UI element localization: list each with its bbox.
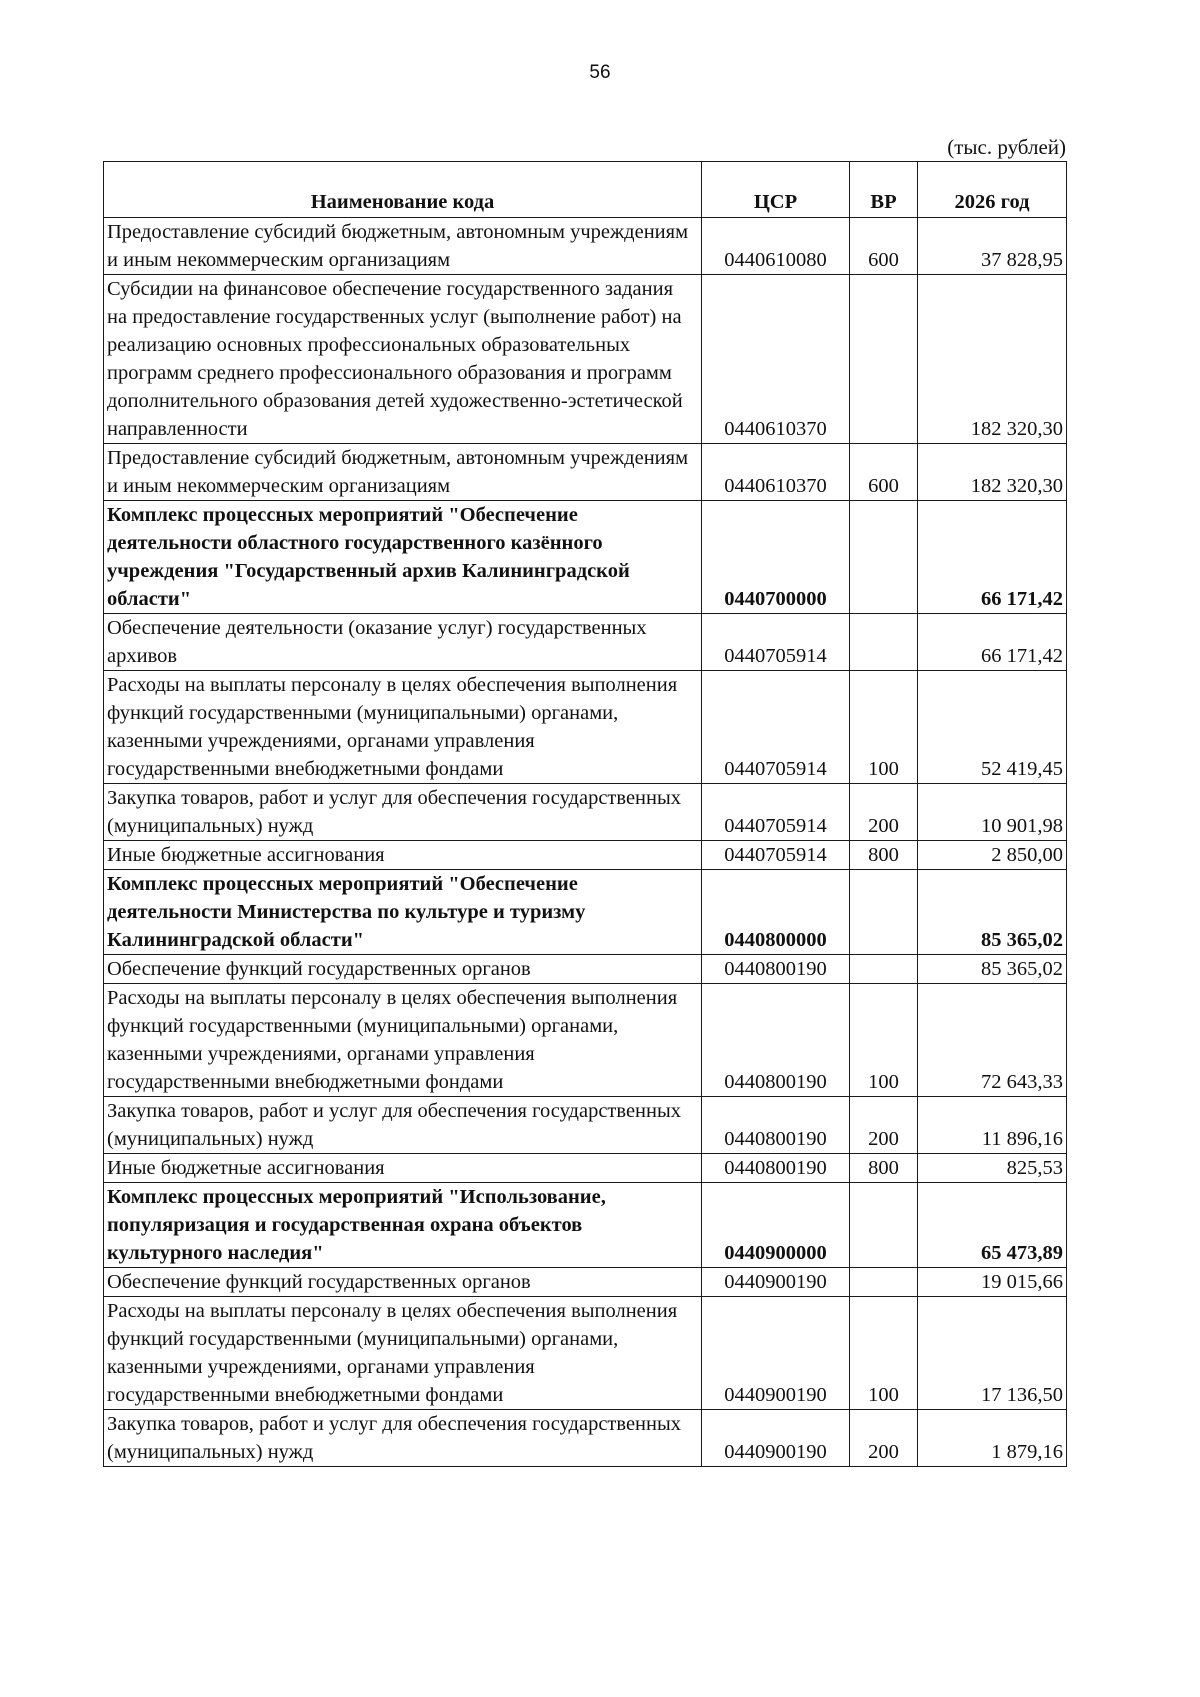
table-row <box>104 1097 1067 1154</box>
name-cell: Субсидии на финансовое обеспечение государственного задания на предоставление государственных услуг (выполнение работ) на реализацию основных профессиональных образовательных программ среднего профессионального образования и программ дополнительного образования детей художественно-эстетической направленности <box>104 275 702 444</box>
csr-cell: 0440900000 <box>702 1183 850 1268</box>
vr-cell: 600 <box>850 218 918 275</box>
sum-cell: 825,53 <box>918 1154 1067 1183</box>
name-cell: Закупка товаров, работ и услуг для обеспечения государственных (муниципальных) нужд <box>104 1097 702 1154</box>
table-row <box>104 784 1067 841</box>
csr-cell: 0440800190 <box>702 1097 850 1154</box>
name-cell: Закупка товаров, работ и услуг для обеспечения государственных (муниципальных) нужд <box>104 1410 702 1467</box>
sum-cell: 72 643,33 <box>918 984 1067 1097</box>
name-cell: Расходы на выплаты персоналу в целях обеспечения выполнения функций государственными (муниципальными) органами, казенными учреждениями, органами управления государственными внебюджетными фондами <box>104 984 702 1097</box>
sum-cell: 65 473,89 <box>918 1183 1067 1268</box>
table-row <box>104 1154 1067 1183</box>
csr-cell: 0440900190 <box>702 1410 850 1467</box>
header-csr: ЦСР <box>702 162 850 218</box>
csr-cell: 0440900190 <box>702 1297 850 1410</box>
sum-cell: 10 901,98 <box>918 784 1067 841</box>
sum-cell: 182 320,30 <box>918 444 1067 501</box>
vr-cell: 800 <box>850 1154 918 1183</box>
table-row <box>104 444 1067 501</box>
table-row <box>104 1268 1067 1297</box>
sum-cell: 2 850,00 <box>918 841 1067 870</box>
csr-cell: 0440800000 <box>702 870 850 955</box>
header-name: Наименование кода <box>104 162 702 218</box>
table-row <box>104 1410 1067 1467</box>
header-row <box>104 162 1067 218</box>
sum-cell: 66 171,42 <box>918 614 1067 671</box>
vr-cell: 100 <box>850 671 918 784</box>
table-row <box>104 955 1067 984</box>
vr-cell: 200 <box>850 1410 918 1467</box>
table-row <box>104 984 1067 1097</box>
header-year: 2026 год <box>918 162 1067 218</box>
csr-cell: 0440700000 <box>702 501 850 614</box>
sum-cell: 37 828,95 <box>918 218 1067 275</box>
vr-cell <box>850 501 918 614</box>
name-cell: Обеспечение деятельности (оказание услуг) государственных архивов <box>104 614 702 671</box>
vr-cell <box>850 870 918 955</box>
vr-cell: 200 <box>850 1097 918 1154</box>
vr-cell: 100 <box>850 984 918 1097</box>
name-cell: Комплекс процессных мероприятий "Обеспечение деятельности Министерства по культуре и туризму Калининградской области" <box>104 870 702 955</box>
sum-cell: 19 015,66 <box>918 1268 1067 1297</box>
vr-cell <box>850 614 918 671</box>
table-row <box>104 1183 1067 1268</box>
csr-cell: 0440610370 <box>702 444 850 501</box>
units-label: (тыс. рублей) <box>947 135 1066 159</box>
name-cell: Иные бюджетные ассигнования <box>104 841 702 870</box>
table-row <box>104 614 1067 671</box>
name-cell: Расходы на выплаты персоналу в целях обеспечения выполнения функций государственными (муниципальными) органами, казенными учреждениями, органами управления государственными внебюджетными фондами <box>104 671 702 784</box>
csr-cell: 0440800190 <box>702 984 850 1097</box>
sum-cell: 85 365,02 <box>918 870 1067 955</box>
csr-cell: 0440900190 <box>702 1268 850 1297</box>
table-header <box>104 162 1067 218</box>
sum-cell: 17 136,50 <box>918 1297 1067 1410</box>
table-row <box>104 275 1067 444</box>
page-number: 56 <box>589 62 611 83</box>
name-cell: Комплекс процессных мероприятий "Обеспечение деятельности областного государственного казённого учреждения "Государственный архив Калининградской области" <box>104 501 702 614</box>
budget-table <box>103 161 1067 1467</box>
name-cell: Предоставление субсидий бюджетным, автономным учреждениям и иным некоммерческим организациям <box>104 444 702 501</box>
table-row <box>104 501 1067 614</box>
header-vr: ВР <box>850 162 918 218</box>
sum-cell: 11 896,16 <box>918 1097 1067 1154</box>
table-body <box>104 218 1067 1467</box>
name-cell: Иные бюджетные ассигнования <box>104 1154 702 1183</box>
csr-cell: 0440610080 <box>702 218 850 275</box>
name-cell: Обеспечение функций государственных органов <box>104 1268 702 1297</box>
sum-cell: 66 171,42 <box>918 501 1067 614</box>
vr-cell: 200 <box>850 784 918 841</box>
name-cell: Предоставление субсидий бюджетным, автономным учреждениям и иным некоммерческим организациям <box>104 218 702 275</box>
name-cell: Комплекс процессных мероприятий "Использование, популяризация и государственная охрана объектов культурного наследия" <box>104 1183 702 1268</box>
table-row <box>104 1297 1067 1410</box>
csr-cell: 0440610370 <box>702 275 850 444</box>
table-row <box>104 671 1067 784</box>
vr-cell: 100 <box>850 1297 918 1410</box>
table-row <box>104 218 1067 275</box>
table-row <box>104 841 1067 870</box>
csr-cell: 0440800190 <box>702 955 850 984</box>
csr-cell: 0440705914 <box>702 614 850 671</box>
table-row <box>104 870 1067 955</box>
csr-cell: 0440705914 <box>702 671 850 784</box>
sum-cell: 85 365,02 <box>918 955 1067 984</box>
name-cell: Закупка товаров, работ и услуг для обеспечения государственных (муниципальных) нужд <box>104 784 702 841</box>
vr-cell <box>850 275 918 444</box>
csr-cell: 0440705914 <box>702 841 850 870</box>
vr-cell: 800 <box>850 841 918 870</box>
name-cell: Расходы на выплаты персоналу в целях обеспечения выполнения функций государственными (муниципальными) органами, казенными учреждениями, органами управления государственными внебюджетными фондами <box>104 1297 702 1410</box>
sum-cell: 1 879,16 <box>918 1410 1067 1467</box>
vr-cell <box>850 1268 918 1297</box>
vr-cell <box>850 1183 918 1268</box>
name-cell: Обеспечение функций государственных органов <box>104 955 702 984</box>
csr-cell: 0440705914 <box>702 784 850 841</box>
vr-cell <box>850 955 918 984</box>
sum-cell: 182 320,30 <box>918 275 1067 444</box>
sum-cell: 52 419,45 <box>918 671 1067 784</box>
vr-cell: 600 <box>850 444 918 501</box>
csr-cell: 0440800190 <box>702 1154 850 1183</box>
